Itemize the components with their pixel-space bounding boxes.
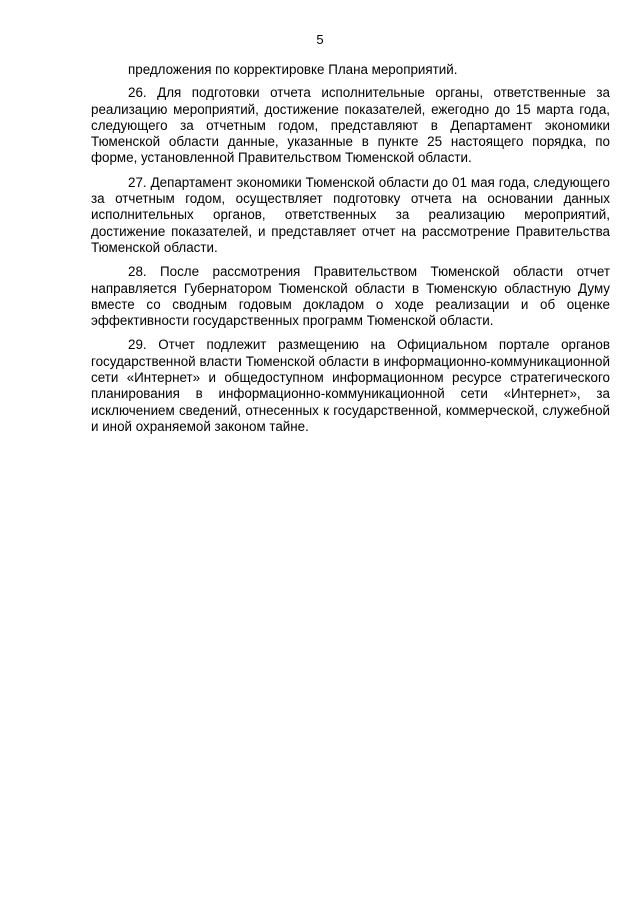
paragraph-28: 28. После рассмотрения Правительством Тюменской области отчет направляется Губернатором Тюменской области в Тюменскую областную Думу вместе со сводным годовым докладом о ходе реализации и об оценке эффективности государственных программ Тюменской области.	[91, 264, 610, 329]
paragraph-continuation: предложения по корректировке Плана мероприятий.	[128, 62, 458, 77]
paragraph-26: 26. Для подготовки отчета исполнительные органы, ответственные за реализацию мероприятий, достижение показателей, ежегодно до 15 марта года, следующего за отчетным годом, представляют в Департамент экономики Тюменской области данные, указанные в пункте 25 настоящего порядка, по форме, установленной Правительством Тюменской области.	[91, 85, 610, 166]
document-body	[91, 62, 610, 443]
paragraph-27: 27. Департамент экономики Тюменской области до 01 мая года, следующего за отчетным годом, осуществляет подготовку отчета на основании данных исполнительных органов, ответственных за реализацию мероприятий, достижение показателей, и представляет отчет на рассмотрение Правительства Тюменской области.	[91, 174, 610, 255]
paragraph-29: 29. Отчет подлежит размещению на Официальном портале органов государственной власти Тюменской области в информационно-коммуникационной сети «Интернет» и общедоступном информационном ресурсе стратегического планирования в информационно-коммуникационной сети «Интернет», за исключением сведений, отнесенных к государственной, коммерческой, служебной и иной охраняемой законом тайне.	[91, 337, 610, 434]
page-number: 5	[316, 32, 324, 47]
